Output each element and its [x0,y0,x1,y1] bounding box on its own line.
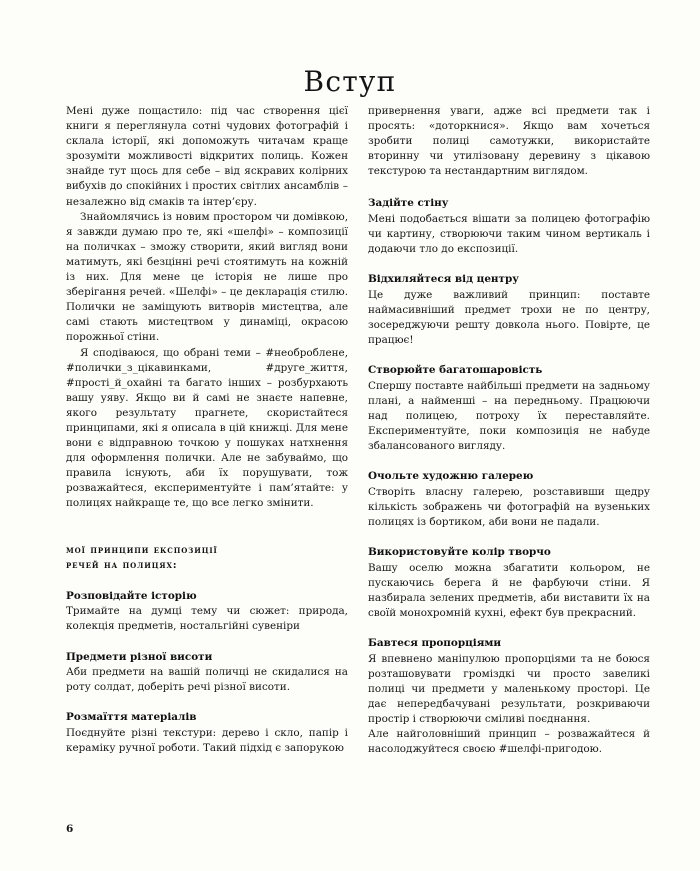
principle-text: Аби предмети на вашій поличці не скидалися на роту солдат, доберіть речі різної висоти. [66,666,348,694]
two-column-body [66,104,650,804]
principle-text: Спершу поставте найбільші предмети на задньому плані, а найменші – на передньому. Працюючи над полицею, потроху їх переставляйте. Експериментуйте, поки композиція не набуде збалансованого вигляду. [368,379,650,453]
principle-text: Поєднуйте різні текстури: дерево і скло, папір і кераміку ручної роботи. Такий підхід є запорукою [66,726,348,754]
principle-title: Відхиляйтеся від центру [368,273,519,286]
right-column [368,104,650,757]
principles-section-heading [66,543,348,574]
principle-text: Створіть власну галерею, розставивши щедру кількість зображень чи фотографій на вузеньких полицях із бортиком, аби вони не падали. [368,485,650,529]
principle-item [368,272,650,348]
principle-title: Розмаїття матеріалів [66,711,197,724]
continuation-paragraph: привернення уваги, адже всі предмети так і просять: «доторкнися». Якщо вам хочеться зробити полиці самотужки, використайте вторинну чи утилізовану деревину з цікавою текстурою та нестандартним виглядом. [368,105,650,178]
left-column [66,104,348,756]
principle-item [66,650,348,696]
principle-title: Бавтеся пропорціями [368,637,502,650]
intro-paragraph-3: Я сподіваюся, що обрані теми – #необроблене, #полички_з_цікавинками, #друге_життя, #прості_й_охайні та багато інших – розбурхають вашу уяву. Якщо ви й самі не знаєте напевне, якого результату прагнете, скористайтеся принципами, які я описала в цій книжці. Для мене вони є відправною точкою у пошуках натхнення для оформлення полички. Але не забуваймо, що правила існують, аби їх порушувати, тож розважайтеся, експериментуйте і пам’ятайте: у полицях найкраще те, що все легко змінити. [66,346,348,510]
principle-item [66,589,348,635]
principle-item [368,363,650,454]
principle-item [368,545,650,621]
principle-text: Вашу оселю можна збагатити кольором, не пускаючись берега й не фарбуючи стіни. Я назбирала зелених предметів, аби виставити їх на своїй монохромній кухні, ефект був прекрасний. [368,561,650,620]
closing-paragraph: Але найголовніший принцип – розважайтеся й насолоджуйтеся своєю #шелфі-пригодою. [368,728,650,756]
principles-section-heading-line-2: речей на полицях: [66,559,178,572]
principle-item [66,710,348,756]
principle-title: Задійте стіну [368,197,449,210]
principles-section-heading-line-1: мої принципи експозиції [66,543,218,556]
principle-text: Я впевнено маніпулюю пропорціями та не боюся розташовувати громіздкі чи просто завеликі полиці чи предмети у маленькому просторі. Це дає непередбачувані результати, розкриваючи простір і створюючи сміливі поєднання. [368,652,650,726]
principle-item [368,196,650,257]
principle-title: Очольте художню галерею [368,470,534,483]
principle-title: Використовуйте колір творчо [368,546,551,559]
page-number: 6 [66,823,74,835]
principle-text: Це дуже важливий принцип: поставте наймасивніший предмет трохи не по центру, зосереджуючи решту довкола нього. Повірте, це працює! [368,288,650,347]
principle-title: Розповідайте історію [66,589,197,602]
page-title: Вступ [303,64,397,98]
principle-text: Мені подобається вішати за полицею фотографію чи картину, створюючи таким чином вертикаль і додаючи тло до експозиції. [368,213,650,256]
principle-item [368,636,650,727]
intro-paragraph-1: Мені дуже пощастило: під час створення цієї книги я переглянула сотні чудових фотографій і склала історії, які допоможуть читачам краще зрозуміти можливості відкритих полиць. Кожен знайде тут щось для себе – від яскравих колірних вибухів до спокійних і простих світлих ансамблів – незалежно від смаків та інтер’єру. [66,105,348,208]
principle-text: Тримайте на думці тему чи сюжет: природа, колекція предметів, ностальгійні сувеніри [66,605,348,633]
intro-paragraph-2: Знайомлячись із новим простором чи домівкою, я завжди думаю про те, які «шелфі» – композиції на поличках – зможу створити, який вигляд вони матимуть, які безцінні речі стоятимуть на кожній із них. Для мене це історія не лише про зберігання речей. «Шелфі» – це декларація стилю. Полички не заміщують витворів мистецтва, але самі стають мистецтвом у динаміці, окрасою порожньої стіни. [66,210,348,344]
principle-title: Предмети різної висоти [66,650,213,663]
principle-title: Створюйте багатошаровість [368,364,543,377]
principle-item [368,469,650,530]
